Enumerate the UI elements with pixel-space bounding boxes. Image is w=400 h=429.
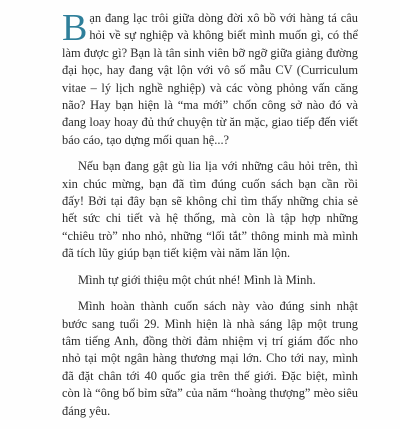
body-text [62, 7, 358, 429]
paragraph-self-intro: Mình tự giới thiệu một chút nhé! Mình là Minh. [78, 272, 316, 287]
paragraph-author-bio: Mình hoàn thành cuốn sách này vào đúng sinh nhật bước sang tuổi 29. Mình hiện là nhà sáng lập một trung tâm tiếng Anh, đồng thời đảm nhiệm vị trí giám đốc nho nhỏ tại một ngân hàng thương mại lớn. Cho tới nay, mình đã đặt chân tới 40 quốc gia trên thế giới. Đặc biệt, mình còn là “ông bố bỉm sữa” của năm “hoàng thượng” mèo siêu đáng yêu. [62, 299, 358, 418]
paragraph-congrats: Nếu bạn đang gật gù lia lịa với những câu hỏi trên, thì xin chúc mừng, bạn đã tìm đúng cuốn sách bạn cần rồi đấy! Bởi tại đây bạn sẽ không chỉ tìm thấy những chia sẻ hết sức chi tiết và hệ thống, mà còn là tập hợp những “chiêu trò” nho nhỏ, những “lối tắt” thông minh mà mình đã tích lũy giúp bạn tiết kiệm vài năm lăn lộn. [62, 159, 358, 261]
paragraph-intro: Bạn đang lạc trôi giữa dòng đời xô bồ với hàng tá câu hỏi về sự nghiệp và không biết mình muốn gì, có thể làm được gì? Bạn là tân sinh viên bỡ ngỡ giữa giảng đường đại học, hay đang vật lộn với vô số mẫu CV (Curriculum vitae – lý lịch nghề nghiệp) và các vòng phỏng vấn căng não? Hay bạn hiện là “ma mới” chốn công sở nào đó và đang loay hoay đủ thứ chuyện từ ăn mặc, giao tiếp đến viết báo cáo, tạo dựng mối quan hệ...? [62, 7, 358, 147]
